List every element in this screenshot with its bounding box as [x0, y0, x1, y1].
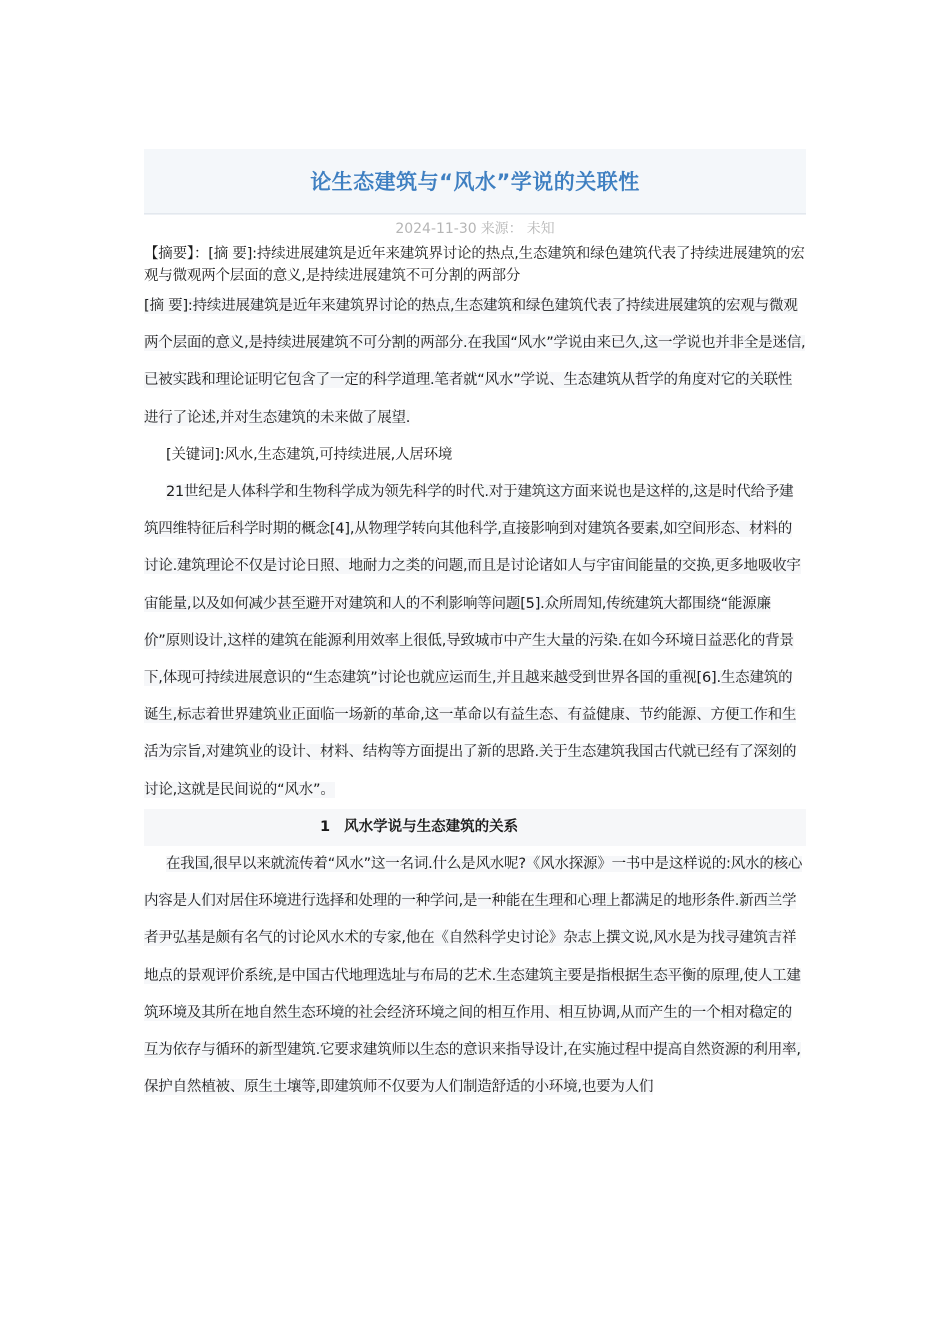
keywords-text: [关键词]:风水,生态建筑,可持续进展,人居环境 — [166, 446, 453, 463]
summary-block — [144, 243, 806, 287]
body-paragraph-1 — [144, 474, 806, 809]
summary-label: 【摘要】： — [144, 246, 209, 262]
abstract-paragraph — [144, 288, 806, 437]
body-paragraph-2-text: 在我国,很早以来就流传着“风水”这一名词.什么是风水呢?《风水探源》一书中是这样说的:风水的核心内容是人们对居住环境进行选择和处理的一种学问,是一种能在生理和心理上都满足的地形条件.新西兰学者尹弘基是颇有名气的讨论风水术的专家,他在《自然科学史讨论》杂志上撰文说,风水是为找寻建筑吉祥地点的景观评价系统,是中国古代地理选址与布局的艺术.生态建筑主要是指根据生态平衡的原理,使人工建筑环境及其所在地自然生态环境的社会经济环境之间的相互作用、相互协调,从而产生的一个相对稳定的互为依存与循环的新型建筑.它要求建筑师以生态的意识来指导设计,在实施过程中提高自然资源的利用率,保护自然植被、原生土壤等,即建筑师不仅要为人们制造舒适的小环境,也要为人们 — [144, 856, 803, 1096]
article — [144, 149, 806, 1106]
article-meta — [144, 214, 806, 243]
keywords-paragraph — [144, 437, 806, 474]
source-label: 来源： — [480, 221, 523, 237]
section-number: 1 — [320, 818, 331, 835]
title-bar — [144, 149, 806, 214]
summary-text: [摘 要]:持续进展建筑是近年来建筑界讨论的热点,生态建筑和绿色建筑代表了持续进展建筑的宏观与微观两个层面的意义,是持续进展建筑不可分割的两部分 — [144, 246, 805, 284]
section-title: 风水学说与生态建筑的关系 — [344, 818, 519, 835]
section-heading-1 — [144, 809, 806, 846]
source-value: 未知 — [526, 221, 555, 237]
body-paragraph-1-text: 21世纪是人体科学和生物科学成为领先科学的时代.对于建筑这方面来说也是这样的,这是时代给予建筑四维特征后科学时期的概念[4],从物理学转向其他科学,直接影响到对建筑各要素,如空间形态、材料的讨论.建筑理论不仅是讨论日照、地耐力之类的问题,而且是讨论诸如人与宇宙间能量的交换,更多地吸收宇宙能量,以及如何减少甚至避开对建筑和人的不利影响等问题[5].众所周知,传统建筑大都围绕“能源廉价”原则设计,这样的建筑在能源利用效率上很低,导致城市中产生大量的污染.在如今环境日益恶化的背景下,体现可持续进展意识的“生态建筑”讨论也就应运而生,并且越来越受到世界各国的重视[6].生态建筑的诞生,标志着世界建筑业正面临一场新的革命,这一革命以有益生态、有益健康、节约能源、方便工作和生活为宗旨,对建筑业的设计、材料、结构等方面提出了新的思路.关于生态建筑我国古代就已经有了深刻的讨论,这就是民间说的“风水”。 — [144, 484, 801, 798]
publish-date: 2024-11-30 — [395, 221, 477, 237]
body-paragraph-2 — [144, 846, 806, 1106]
article-title: 论生态建筑与“风水”学说的关联性 — [310, 170, 640, 194]
abstract-text: [摘 要]:持续进展建筑是近年来建筑界讨论的热点,生态建筑和绿色建筑代表了持续进展建筑的宏观与微观两个层面的意义,是持续进展建筑不可分割的两部分.在我国“风水”学说由来已久,这一学说也并非全是迷信,已被实践和理论证明它包含了一定的科学道理.笔者就“风水”学说、生态建筑从哲学的角度对它的关联性进行了论述,并对生态建筑的未来做了展望. — [144, 298, 806, 426]
